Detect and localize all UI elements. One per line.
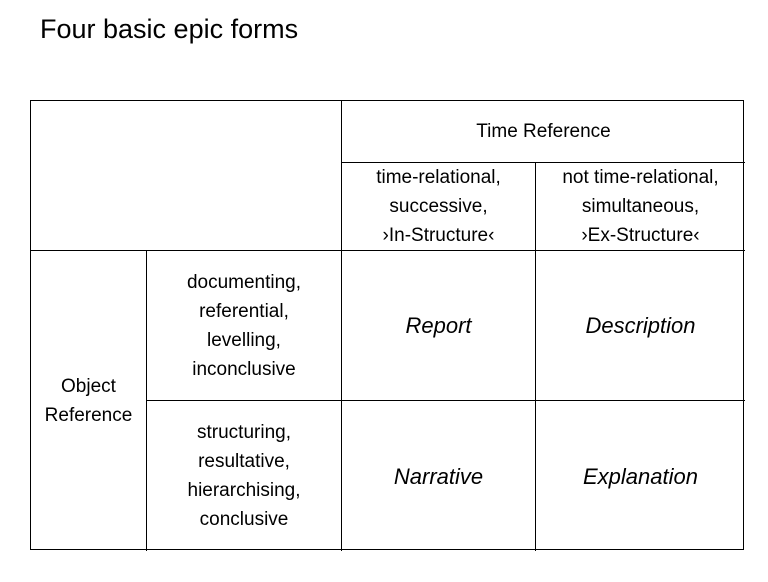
header-line: Object (61, 376, 116, 397)
page-title: Four basic epic forms (40, 14, 299, 44)
cell-explanation: Explanation (583, 463, 698, 489)
row-header-documenting (147, 251, 342, 401)
empty-corner-cell (31, 101, 342, 251)
time-reference-header: Time Reference (342, 101, 745, 163)
header-line: conclusive (199, 509, 289, 530)
header-line: levelling, (207, 329, 281, 351)
header-line: simultaneous, (581, 196, 700, 217)
header-line: hierarchising, (187, 480, 301, 501)
column-header-time-relational (342, 163, 536, 251)
header-line: Reference (44, 405, 133, 426)
cell-report: Report (342, 251, 536, 401)
cell-description: Description (536, 251, 745, 401)
column-header-not-time-relational (536, 163, 745, 251)
cell-narrative: Narrative (342, 401, 536, 551)
header-line: resultative, (198, 451, 290, 472)
header-line: documenting, (186, 271, 302, 293)
header-line: ›In-Structure‹ (382, 225, 495, 246)
epic-forms-table (30, 100, 744, 550)
header-line: referential, (199, 300, 289, 322)
row-header-structuring (147, 401, 342, 551)
header-line: time-relational, (376, 167, 501, 188)
header-line: inconclusive (192, 358, 296, 380)
header-line: structuring, (197, 422, 291, 443)
header-line: successive, (389, 196, 488, 217)
object-reference-header (31, 251, 147, 551)
header-line: not time-relational, (562, 167, 719, 188)
header-line: ›Ex-Structure‹ (581, 225, 700, 246)
